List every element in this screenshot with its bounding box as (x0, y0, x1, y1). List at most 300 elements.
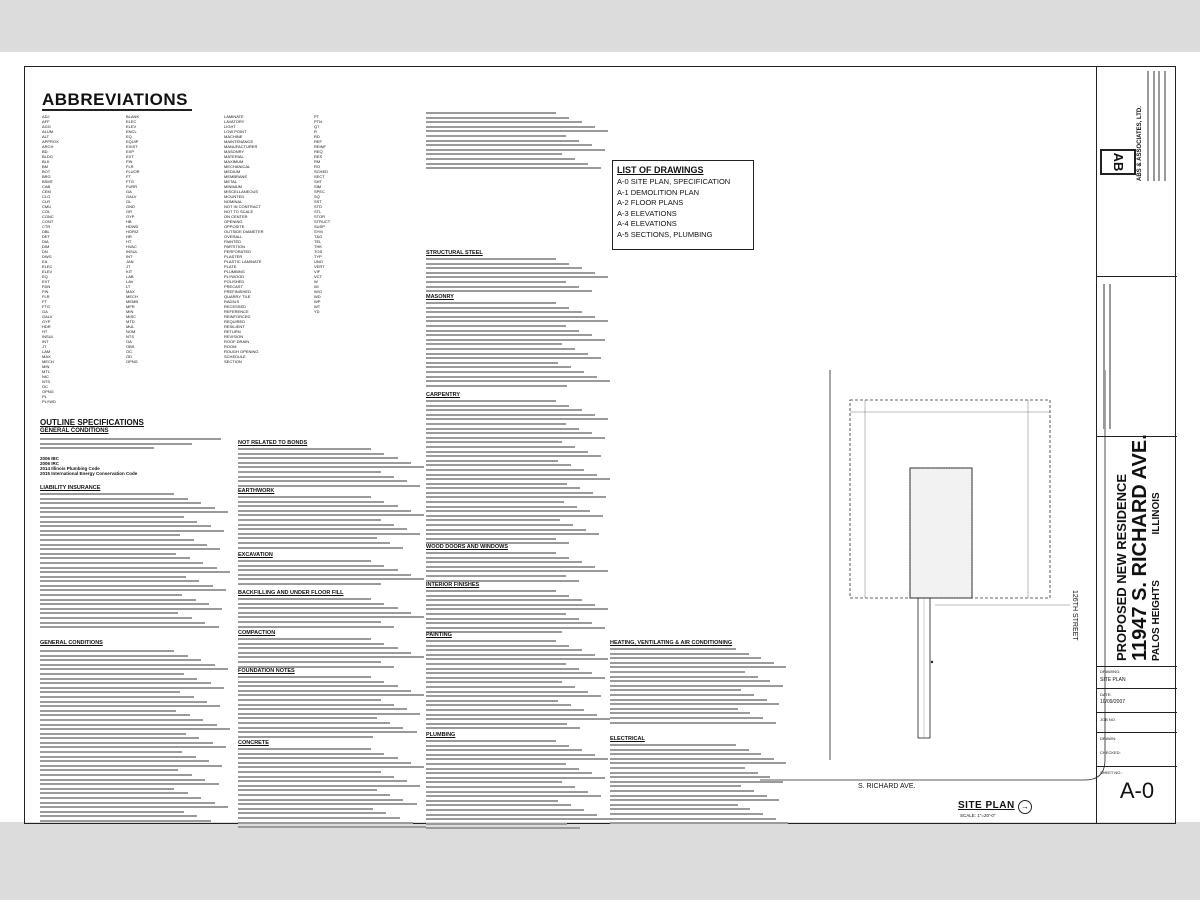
text-line (238, 713, 420, 715)
text-line (40, 783, 219, 785)
text-line (426, 307, 569, 309)
text-line (426, 121, 582, 123)
abbreviation-entry: DN (42, 249, 48, 254)
firm-block (1097, 66, 1177, 277)
drawn-label: DRAWN: (1100, 736, 1117, 741)
abbreviation-entry: MOUNTED (224, 194, 245, 199)
text-line (238, 453, 384, 455)
abbreviation-entry: OUTSIDE DIAMETER (224, 229, 264, 234)
text-line (426, 423, 566, 425)
abbreviation-entry: MEMBRANE (224, 174, 248, 179)
text-line (426, 281, 566, 283)
text-line (426, 376, 597, 378)
text-line (426, 566, 595, 568)
text-line (610, 662, 774, 664)
liability-heading: LIABILITY INSURANCE (40, 485, 101, 491)
text-line (426, 557, 569, 559)
text-line (426, 487, 580, 489)
abbreviation-entry: VERT (314, 264, 325, 269)
abbreviation-entry: RM (314, 159, 321, 164)
text-line (1164, 71, 1166, 181)
text-line (40, 544, 207, 546)
abbreviation-entry: MTD (126, 319, 135, 324)
abbreviation-entry: JAN (126, 259, 134, 264)
spec-section-heading: CARPENTRY (426, 392, 461, 398)
abbreviation-entry: OA (126, 339, 132, 344)
drawing-list-item: A-3 ELEVATIONS (617, 208, 677, 218)
text-line (238, 496, 371, 498)
abbreviation-entry: PRECAST (224, 284, 243, 289)
abbreviation-entry: NIC (42, 374, 49, 379)
text-line (238, 722, 390, 724)
text-line (426, 645, 569, 647)
text-line (426, 709, 584, 711)
text-line (426, 130, 608, 132)
abbreviation-entry: PLYWD (42, 399, 56, 404)
text-line (610, 657, 761, 659)
spec-section-heading: PLUMBING (426, 732, 456, 738)
text-line (426, 613, 566, 615)
text-line (238, 533, 420, 535)
outline-specs-subtitle: GENERAL CONDITIONS (40, 428, 109, 434)
text-line (426, 414, 595, 416)
text-line (426, 405, 569, 407)
text-line (610, 799, 779, 801)
abbreviation-entry: BLDG (42, 154, 53, 159)
abbreviation-entry: NOT TO SCALE (224, 209, 254, 214)
text-line (238, 626, 394, 628)
abbreviation-entry: MIN (42, 364, 50, 369)
abbreviation-entry: THK (314, 244, 322, 249)
abbr-column-4 (314, 114, 374, 314)
abbreviation-entry: ARCH (42, 144, 54, 149)
spec-column-middle (238, 440, 430, 830)
project-line-3: PALOS HEIGHTS (1151, 580, 1162, 661)
text-line (426, 622, 592, 624)
abbreviation-entry: HDR (42, 324, 51, 329)
text-line (426, 348, 575, 350)
text-line (1153, 71, 1155, 181)
text-line (426, 267, 582, 269)
abbreviation-entry: MAINTENANCE (224, 139, 254, 144)
text-line (426, 570, 608, 572)
abbreviation-entry: SIM (314, 184, 322, 189)
text-line (426, 478, 610, 480)
abbreviation-entry: PLYWOOD (224, 274, 245, 279)
text-line (40, 539, 194, 541)
text-line (40, 788, 174, 790)
spec-text-block (238, 638, 428, 672)
abbreviation-entry: APPROX (42, 139, 59, 144)
text-line (426, 533, 599, 535)
text-line (426, 441, 562, 443)
text-line (238, 603, 384, 605)
spec-column-right (426, 112, 622, 832)
text-line (238, 448, 371, 450)
abbreviation-entry: HR (126, 234, 132, 239)
site-plan-title: SITE PLAN (958, 800, 1015, 811)
text-line (238, 661, 381, 663)
text-line (426, 385, 567, 387)
text-line (238, 528, 407, 530)
abbreviation-entry: MECH (126, 294, 138, 299)
spec-text-block (426, 590, 612, 636)
text-line (238, 612, 411, 614)
text-line (426, 492, 593, 494)
text-line (238, 808, 373, 810)
text-line (40, 599, 196, 601)
text-line (426, 263, 569, 265)
text-line (238, 616, 424, 618)
text-line (610, 648, 736, 650)
abbreviation-entry: FT (126, 174, 131, 179)
abbreviation-entry: PARTITION (224, 244, 245, 249)
abbreviation-entry: W/ (314, 284, 319, 289)
abbreviation-entry: MTL (42, 369, 50, 374)
spec-text-block (238, 496, 428, 554)
abbreviation-entry: LT (126, 284, 131, 289)
spec-text-block (426, 258, 612, 296)
abbreviation-entry: ROUGH OPENING (224, 349, 259, 354)
text-line (426, 745, 569, 747)
text-line (238, 776, 394, 778)
text-line (426, 437, 605, 439)
text-line (426, 795, 601, 797)
abbreviation-entry: RES (314, 154, 323, 159)
abbreviation-entry: LAVATORY (224, 119, 245, 124)
text-line (40, 553, 176, 555)
text-line (238, 480, 407, 482)
site-plan-drawing (760, 360, 1120, 820)
abbreviation-entry: OPPOSITE (224, 224, 245, 229)
abbreviation-entry: DBL (42, 229, 50, 234)
text-line (610, 680, 770, 682)
drawing-list (613, 175, 753, 240)
text-line (238, 476, 394, 478)
abbreviation-entry: EQUIP (126, 139, 139, 144)
text-line (426, 446, 575, 448)
abbreviation-entry: MAX (126, 289, 135, 294)
abbreviation-entry: LAMINATE (224, 114, 244, 119)
text-line (426, 700, 558, 702)
abbreviation-entry: EXT (42, 279, 50, 284)
text-line (426, 608, 608, 610)
text-line (238, 542, 390, 544)
abbreviation-entry: OPENING (224, 219, 243, 224)
text-line (610, 717, 763, 719)
text-line (40, 792, 188, 794)
abbreviation-entry: POLISHED (224, 279, 245, 284)
text-line (40, 622, 205, 624)
text-line (40, 603, 209, 605)
abbreviation-entry: PLASTIC LAMINATE (224, 259, 262, 264)
date-value: 10/09/2007 (1100, 699, 1126, 705)
text-line (40, 525, 211, 527)
abbreviation-entry: INT (126, 254, 133, 259)
text-line (40, 737, 199, 739)
firm-logo: AB (1100, 149, 1136, 175)
abbreviation-entry: PLUMBING (224, 269, 245, 274)
text-line (610, 753, 761, 755)
abbreviation-entry: MACHINE (224, 134, 243, 139)
text-line (426, 691, 588, 693)
abbreviation-entry: HVAC (126, 244, 137, 249)
abbreviation-entry: PT (314, 114, 320, 119)
text-line (426, 286, 579, 288)
abbreviation-entry: RD (314, 134, 320, 139)
job-field (1097, 712, 1177, 733)
abbreviation-entry: BSMT (42, 179, 54, 184)
abbreviation-entry: STL (314, 209, 322, 214)
abbreviation-entry: MAX (42, 354, 51, 359)
project-block (1097, 436, 1177, 667)
text-line (426, 400, 556, 402)
abbreviation-entry: CMU (42, 204, 52, 209)
abbreviation-entry: ELEC (126, 119, 137, 124)
abbr-column-3 (224, 114, 294, 364)
abbreviation-entry: NOT IN CONTRACT (224, 204, 261, 209)
text-line (40, 701, 207, 703)
text-line (40, 815, 197, 817)
text-line (426, 325, 566, 327)
abbreviation-entry: FLR (42, 294, 50, 299)
abbreviation-entry: DIM (42, 244, 50, 249)
text-line (238, 565, 384, 567)
job-label: JOB NO. (1100, 717, 1117, 722)
code-item: 2015 International Energy Conservation Code (40, 471, 138, 476)
spec-section-heading: MASONRY (426, 294, 454, 300)
abbreviation-entry: REQUIRED (224, 319, 246, 324)
abbreviation-entry: FIN (126, 159, 133, 164)
abbreviation-entry: ROOM (224, 344, 237, 349)
text-line (426, 827, 580, 829)
abbreviation-entry: ELEV (126, 124, 137, 129)
text-line (426, 740, 556, 742)
text-line (40, 673, 184, 675)
abbreviations-table (38, 114, 378, 414)
text-line (238, 803, 417, 805)
text-line (610, 671, 745, 673)
sheet-field (1097, 766, 1177, 824)
text-line (426, 135, 566, 137)
general-conditions-heading: GENERAL CONDITIONS (40, 640, 103, 646)
text-line (426, 654, 595, 656)
abbreviation-entry: ALUM (42, 129, 54, 134)
text-line (426, 501, 564, 503)
text-line (610, 785, 741, 787)
text-line (426, 768, 579, 770)
abbreviation-entry: W/O (314, 289, 322, 294)
abbreviation-entry: HB (126, 219, 132, 224)
text-line (40, 682, 211, 684)
abbreviation-entry: REFERENCE (224, 309, 249, 314)
text-line (610, 795, 767, 797)
text-line (426, 804, 571, 806)
abbreviation-entry: CLG (42, 194, 51, 199)
text-line (426, 409, 582, 411)
text-line (426, 704, 571, 706)
text-line (426, 668, 579, 670)
text-line (610, 712, 750, 714)
text-line (40, 774, 192, 776)
text-line (238, 578, 424, 580)
spec-text-block (238, 560, 428, 592)
abbreviation-entry: GALV (42, 314, 53, 319)
text-line (238, 757, 398, 759)
text-line (40, 760, 209, 762)
abbreviation-entry: STD (314, 204, 322, 209)
abbreviation-entry: JT (42, 344, 47, 349)
text-line (40, 696, 194, 698)
text-line (426, 519, 560, 521)
text-line (610, 749, 749, 751)
abbreviation-entry: PL (42, 394, 47, 399)
code-list (40, 456, 137, 476)
code-item: 2006 IBC (40, 456, 60, 461)
abbreviation-entry: T&G (314, 234, 323, 239)
abbreviation-entry: HORIZ (126, 229, 139, 234)
text-line (40, 608, 222, 610)
text-line (238, 524, 394, 526)
abbreviation-entry: PLASTER (224, 254, 243, 259)
outline-specs-title: OUTLINE SPECIFICATIONS (40, 418, 144, 427)
text-line (238, 638, 371, 640)
text-line (40, 530, 224, 532)
text-line (426, 311, 582, 313)
list-of-drawings-title: LIST OF DRAWINGS (617, 165, 704, 175)
text-line (426, 272, 595, 274)
abbreviation-entry: GR (126, 209, 132, 214)
abbreviation-entry: PTN (314, 119, 322, 124)
text-line (238, 762, 411, 764)
text-line (40, 511, 228, 513)
text-line (40, 733, 186, 735)
text-line (426, 561, 582, 563)
text-line (426, 663, 566, 665)
abbreviation-entry: CONC (42, 214, 54, 219)
text-line (40, 668, 228, 670)
text-line (426, 723, 567, 725)
abbreviation-entry: REINF (314, 144, 326, 149)
text-line (40, 664, 215, 666)
text-line (610, 722, 776, 724)
text-line (40, 589, 226, 591)
text-line (40, 779, 205, 781)
abbreviation-entry: CONT (42, 219, 54, 224)
text-line (610, 653, 749, 655)
text-line (40, 769, 178, 771)
abbreviation-entry: TOS (314, 249, 323, 254)
text-line (426, 455, 601, 457)
abbreviation-entry: HDWD (126, 224, 139, 229)
abbreviation-entry: EA (42, 259, 48, 264)
abbreviation-entry: METAL (224, 179, 238, 184)
abbreviation-entry: SHT (314, 179, 322, 184)
abbreviation-entry: ELEV (42, 269, 53, 274)
abbreviation-entry: WD (314, 294, 321, 299)
abbreviation-entry: OBS (126, 344, 135, 349)
text-line (426, 153, 562, 155)
text-line (610, 699, 767, 701)
text-line (40, 820, 211, 822)
text-line (426, 590, 556, 592)
text-line (610, 776, 770, 778)
abbreviation-entry: OPNG (126, 359, 138, 364)
text-line (426, 781, 562, 783)
text-line (238, 748, 371, 750)
text-line (426, 758, 608, 760)
text-line (426, 749, 582, 751)
text-line (238, 826, 426, 828)
abbreviation-entry: LAV (126, 279, 134, 284)
street-label-bottom: S. RICHARD AVE. (858, 783, 916, 790)
abbreviation-entry: OC (126, 349, 132, 354)
project-line-4: ILLINOIS (1151, 492, 1162, 535)
abbreviation-entry: GYP (42, 319, 51, 324)
text-line (238, 794, 390, 796)
text-line (238, 466, 424, 468)
text-line (238, 681, 384, 683)
abbreviation-entry: MANUFACTURER (224, 144, 258, 149)
abbreviation-entry: MECHANICAL (224, 164, 251, 169)
abbreviation-entry: EQ (126, 134, 132, 139)
abbreviation-entry: REQ (314, 149, 323, 154)
text-line (40, 691, 180, 693)
text-line (238, 560, 371, 562)
text-line (426, 686, 575, 688)
text-line (426, 818, 610, 820)
abbreviation-entry: CLR (42, 199, 51, 204)
project-line-1: PROPOSED NEW RESIDENCE (1114, 473, 1129, 661)
text-line (426, 627, 605, 629)
text-line (426, 800, 558, 802)
text-line (238, 785, 420, 787)
abbreviation-entry: MAXIMUM (224, 159, 244, 164)
text-line (40, 678, 197, 680)
proposed-residence-footprint (910, 468, 972, 598)
text-line (238, 812, 386, 814)
text-line (238, 643, 384, 645)
abbreviation-entry: RETURN (224, 329, 241, 334)
text-line (238, 510, 411, 512)
text-line (426, 777, 605, 779)
abbreviation-entry: REVISION (224, 334, 244, 339)
spec-section-heading: PAINTING (426, 632, 452, 638)
abbreviation-entry: AGG (42, 124, 51, 129)
abbreviation-entry: SCHED (314, 169, 329, 174)
text-line (40, 617, 192, 619)
abbreviation-entry: MIN (126, 309, 134, 314)
text-line (426, 538, 556, 540)
text-line (426, 428, 579, 430)
checked-label: CHECKED: (1100, 750, 1121, 755)
text-line (238, 501, 384, 503)
text-line (426, 464, 571, 466)
text-line (610, 685, 783, 687)
abbreviation-entry: LAM (42, 349, 51, 354)
text-line (1147, 71, 1149, 181)
abbreviation-entry: FTG (126, 179, 134, 184)
abbreviation-entry: INSUL (126, 249, 138, 254)
text-line (426, 658, 608, 660)
text-line (426, 595, 569, 597)
text-line (40, 756, 196, 758)
abbreviation-entry: PAINTED (224, 239, 242, 244)
abbreviation-entry: SUSP (314, 224, 325, 229)
text-line (610, 804, 738, 806)
firm-address (1147, 71, 1171, 181)
text-line (426, 474, 597, 476)
